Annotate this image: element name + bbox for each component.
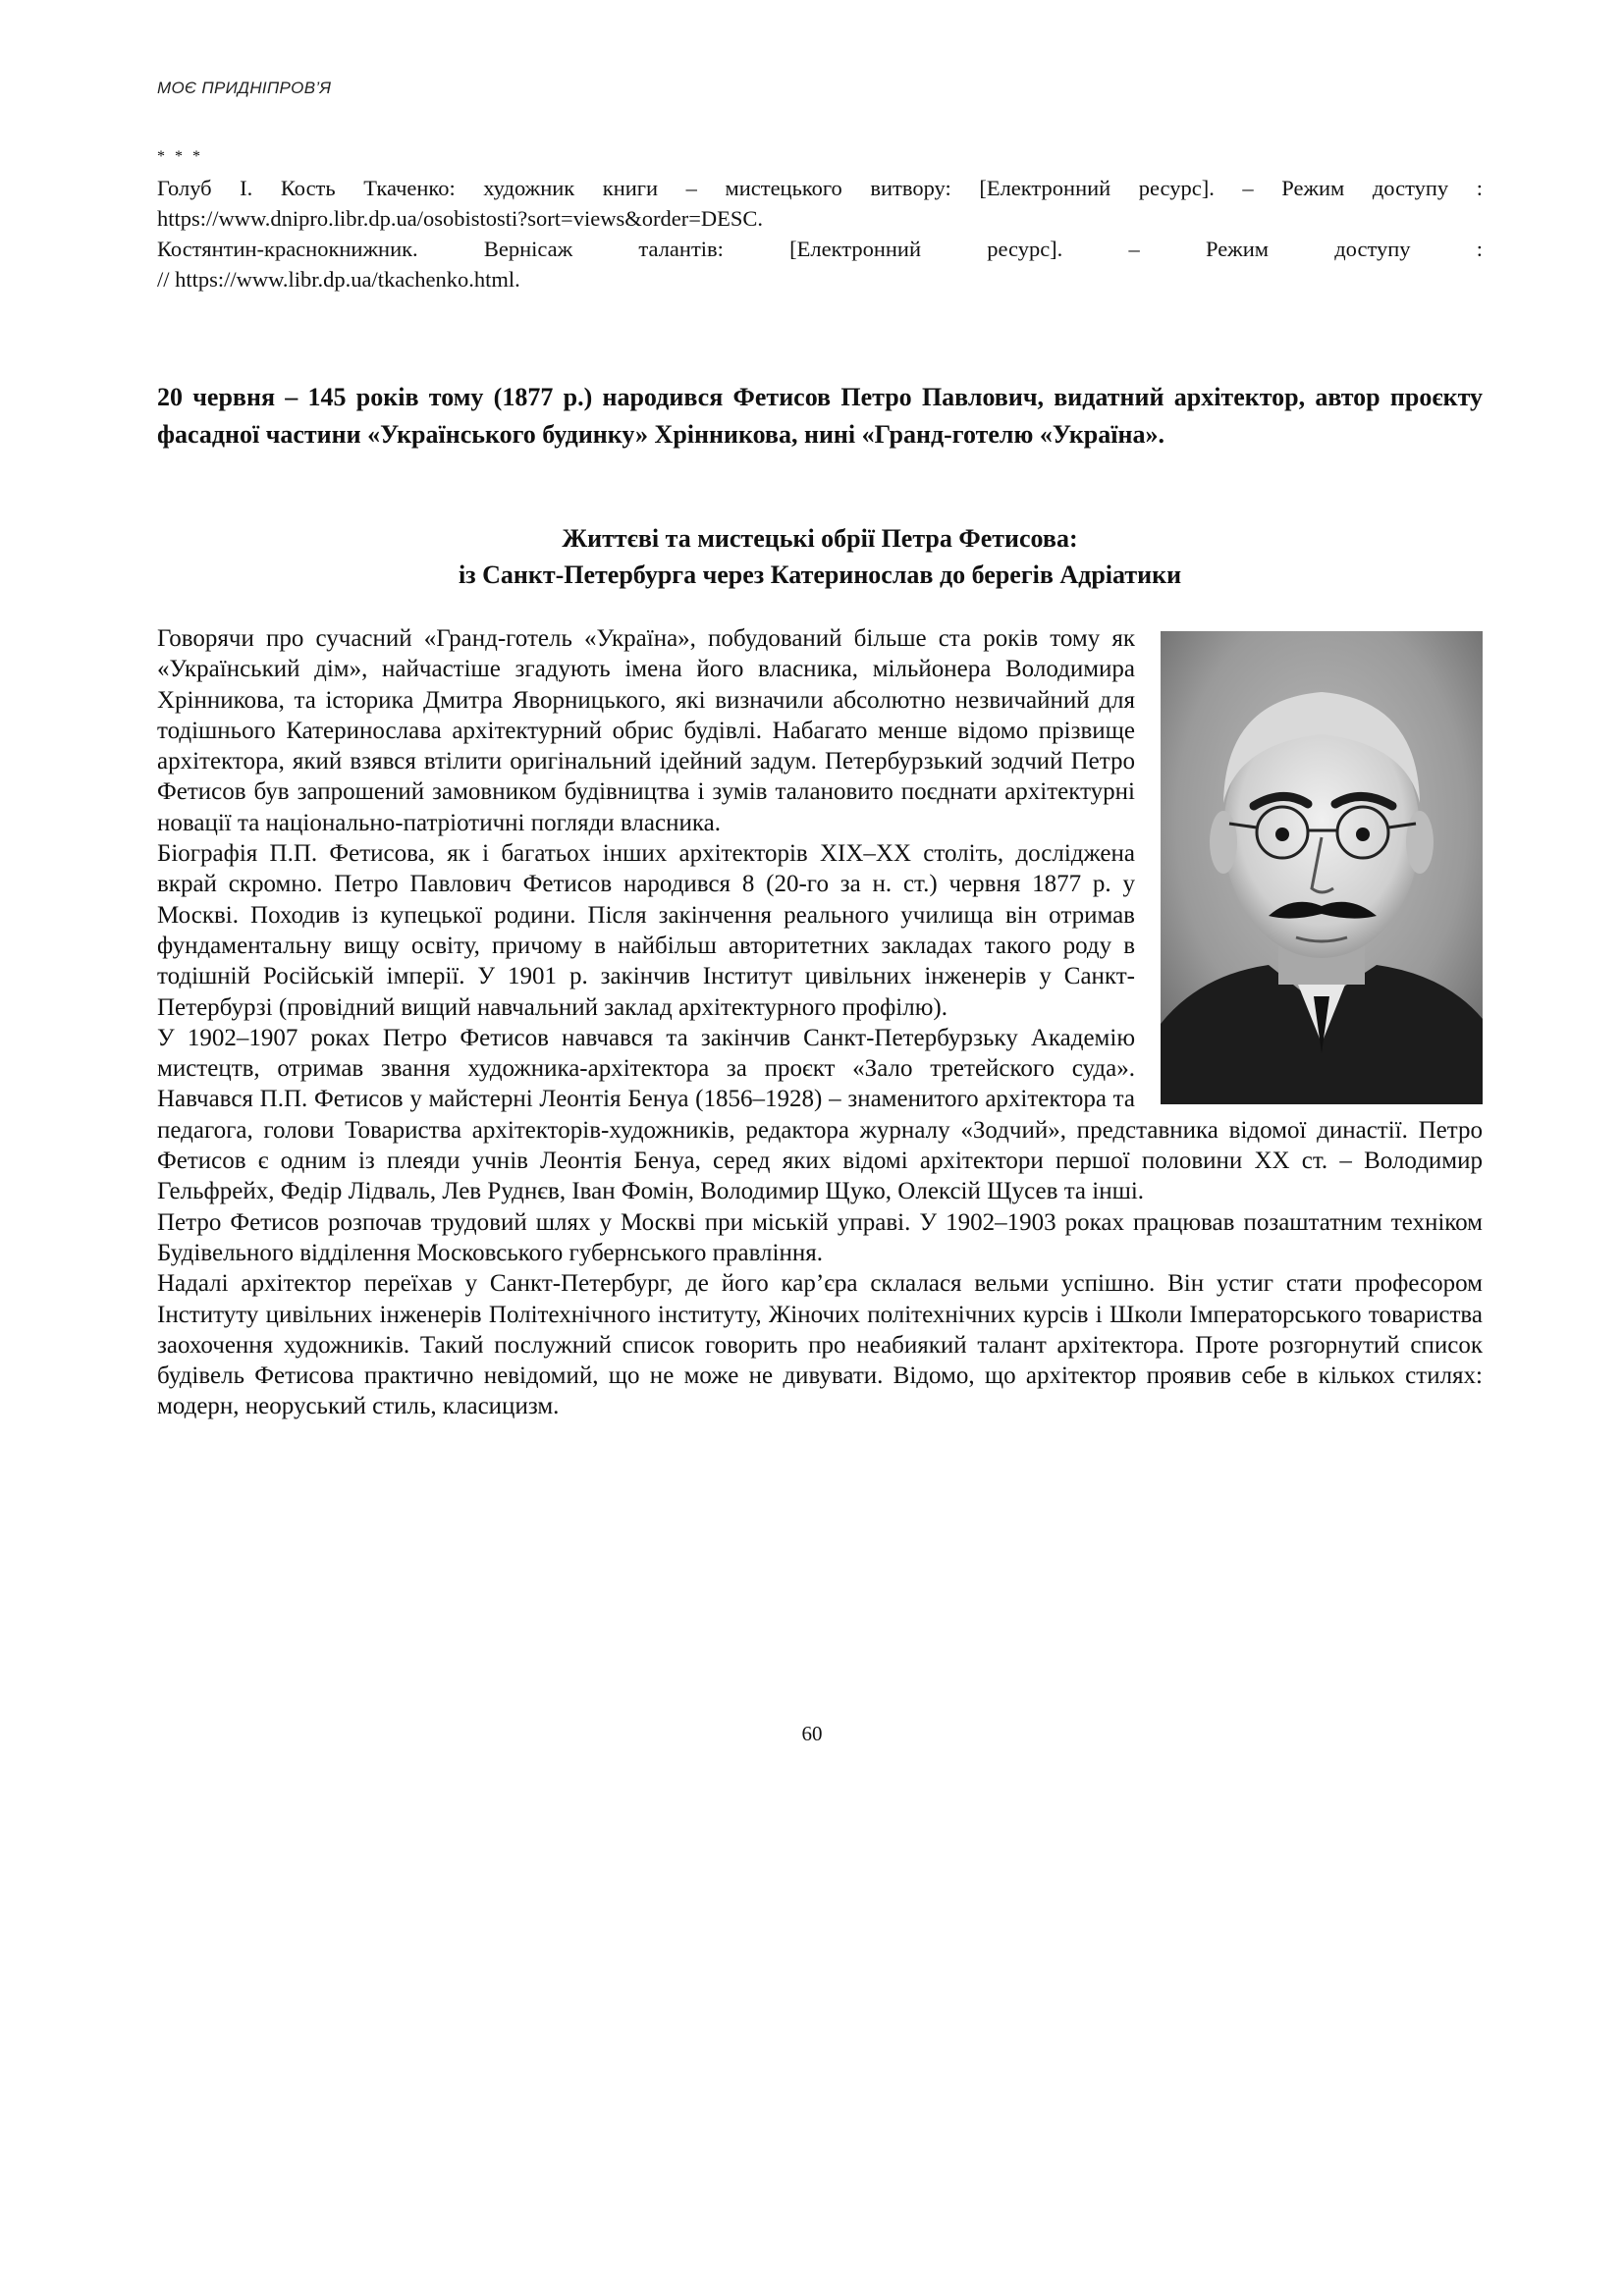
reference-item-2-line1: Костянтин-краснокнижник. Вернісаж талантів: [Електронний ресурс]. – Режим доступу : bbox=[157, 237, 1483, 261]
portrait-image-icon bbox=[1161, 631, 1483, 1104]
reference-item-1-url: https://www.dnipro.libr.dp.ua/osobistosti?sort=views&order=DESC. bbox=[157, 206, 764, 231]
article-paragraph-3: У 1902–1907 роках Петро Фетисов навчався та закінчив Санкт-Петербурзьку Академію мистецтв, отримав звання художника-архітектора за проєкт «Зало третейского суда». Навчався П.П. Фетисов у майстерні Леонтія Бенуа (1856–1928) – знаменитого архітектора та педагога, голови Товариства архітекторів-художників, редактора журналу «Зодчий», представника відомої династії. Петро Фетисов є одним із плеяди учнів Леонтія Бенуа, серед яких відомі архітектори першої половини XX ст. – Володимир Гельфрейх, Федір Лідваль, Лев Руднєв, Іван Фомін, Володимир Щуко, Олексій Щусев та інші. bbox=[157, 1024, 1483, 1205]
running-header: МОЄ ПРИДНІПРОВ’Я bbox=[157, 79, 332, 97]
reference-item-1-line1: Голуб І. Кость Ткаченко: художник книги – мистецького витвору: [Електронний ресурс]. – Режим доступу : bbox=[157, 176, 1483, 200]
page-number: 60 bbox=[801, 1722, 823, 1745]
references-separator: * * * bbox=[157, 148, 203, 165]
references-block bbox=[157, 147, 1483, 294]
article-body bbox=[157, 623, 1483, 1422]
article-title-line-1: Життєві та мистецькі обрії Петра Фетисова: bbox=[562, 524, 1078, 553]
article-title-line-2: із Санкт-Петербурга через Катеринослав до берегів Адріатики bbox=[458, 561, 1182, 589]
portrait-photo bbox=[1161, 631, 1483, 1104]
article-paragraph-5: Надалі архітектор переїхав у Санкт-Петербург, де його кар’єра склалася вельми успішно. Він устиг стати професором Інституту цивільних інженерів Політехнічного інституту, Жіночих політехнічних курсів і Школи Імператорського товариства заохочення художників. Такий послужний список говорить про неабиякий талант архітектора. Проте розгорнутий список будівель Фетисова практично невідомий, що не може не дивувати. Відомо, що архітектор проявив себе в кількох стилях: модерн, неоруський стиль, класицизм. bbox=[157, 1270, 1483, 1420]
article-paragraph-1: Говорячи про сучасний «Гранд-готель «Україна», побудований більше ста років тому як «Український дім», найчастіше згадують імена його власника, мільйонера Володимира Хрінникова, та історика Дмитра Яворницького, які визначили абсолютно незвичайний для тодішнього Катеринослава архітектурний обрис будівлі. Набагато менше відомо прізвище архітектора, який взявся втілити оригінальний ідейний задум. Петербурзький зодчий Петро Фетисов був запрошений замовником будівництва і зумів талановито поєднати архітектурні новації та національно-патріотичні погляди власника. bbox=[157, 625, 1135, 836]
article-title bbox=[157, 520, 1483, 593]
anniversary-lead-paragraph: 20 червня – 145 років тому (1877 р.) народився Фетисов Петро Павлович, видатний архітектор, автор проєкту фасадної частини «Українського будинку» Хрінникова, нині «Гранд-готелю «Україна». bbox=[157, 383, 1483, 449]
article-paragraph-4: Петро Фетисов розпочав трудовий шлях у Москві при міській управі. У 1902–1903 роках працював позаштатним техніком Будівельного відділення Московського губернського правління. bbox=[157, 1208, 1483, 1266]
article-paragraph-2: Біографія П.П. Фетисова, як і багатьох інших архітекторів XIX–XX століть, досліджена вкрай скромно. Петро Павлович Фетисов народився 8 (20-го за н. ст.) червня 1877 р. у Москві. Походив із купецької родини. Після закінчення реального училища він отримав фундаментальну вищу освіту, причому в найбільш авторитетних закладах такого роду в тодішній Російській імперії. У 1901 р. закінчив Інститут цивільних інженерів у Санкт-Петербурзі (провідний вищий навчальний заклад архітектурного профілю). bbox=[157, 840, 1135, 1021]
reference-item-2-url: // https://www.libr.dp.ua/tkachenko.html. bbox=[157, 267, 520, 292]
